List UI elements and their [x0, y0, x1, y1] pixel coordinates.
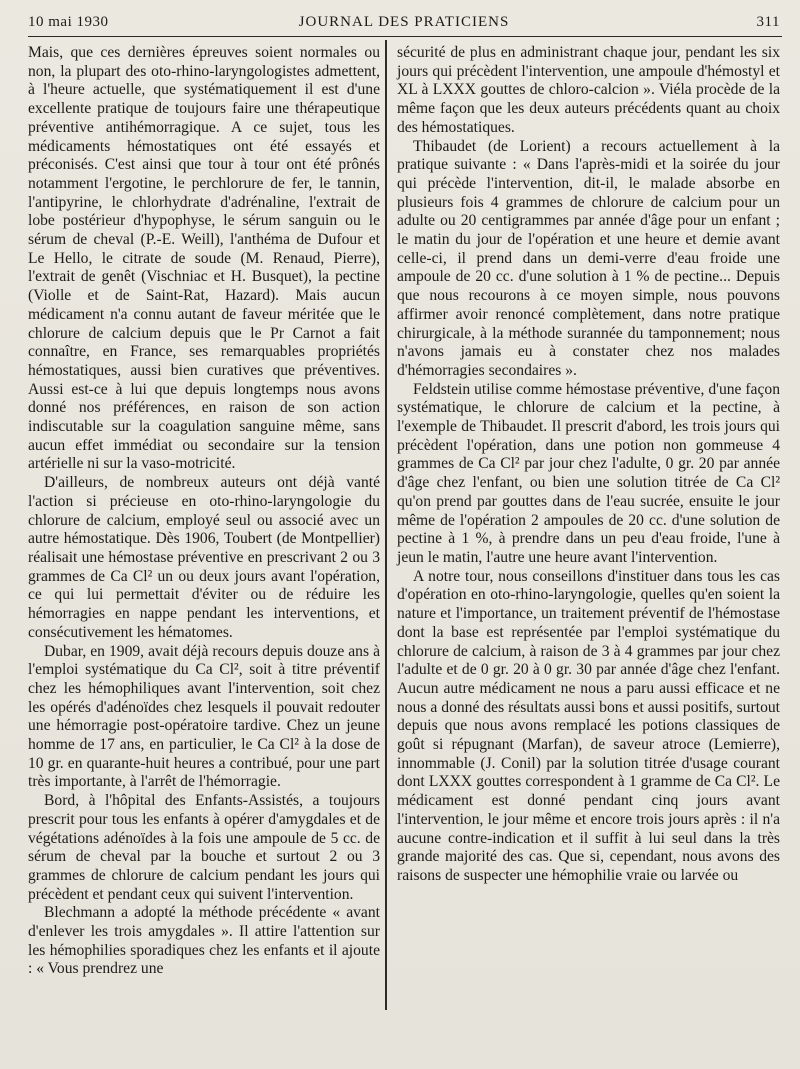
- left-column: [28, 44, 380, 979]
- paragraph: Blechmann a adopté la méthode précédente « avant d'enlever les trois amygdales ». Il attire l'attention sur les hémophilies sporadiques chez les enfants et il ajoute : « Vous prendrez une: [28, 904, 380, 978]
- journal-title: JOURNAL DES PRATICIENS: [298, 14, 510, 30]
- paragraph: A notre tour, nous conseillons d'instituer dans tous les cas d'opération en oto-rhino-laryngologie, quelles qu'en soient la nature et l'importance, un traitement préventif de l'hémostase dont la base est représentée par l'emploi systématique du chlorure de calcium, à raison de 3 à 4 grammes par jour chez l'adulte et de 0 gr. 20 à 0 gr. 30 par année d'âge chez l'enfant. Aucun autre médicament ne nous a paru aussi efficace et ne nous a donné des résultats aussi bons et aussi positifs, surtout depuis que nous avons remplacé les potions classiques de goût si répugnant (Marfan), de saveur atroce (Lemierre), innommable (J. Conil) par la solution titrée d'usage courant dont LXXX gouttes correspondent à 1 gramme de Ca Cl². Le médicament est donné pendant cinq jours avant l'intervention, le jour même et encore trois jours après : il n'a aucune contre-indication et il suffit à lui seul dans la très grande majorité des cas. Que si, cependant, nous avons des raisons de suspecter une hémophilie vraie ou larvée ou: [397, 567, 780, 884]
- page-number: 311: [756, 14, 780, 30]
- paragraph: sécurité de plus en administrant chaque jour, pendant les six jours qui précèdent l'intervention, une ampoule d'hémostyl et XL à LXXX gouttes de chloro-calcion ». Viéla procède de la même façon que les deux auteurs précédents quant au choix des hémostatiques.: [397, 44, 780, 136]
- paragraph: Feldstein utilise comme hémostase préventive, d'une façon systématique, le chlorure de calcium et la pectine, à l'exemple de Thibaudet. Il prescrit d'abord, les trois jours qui précèdent l'opération, dans une potion non gommeuse 4 grammes de Ca Cl² par jour chez l'adulte, 0 gr. 20 par année d'âge chez l'enfant, ou bien une solution titrée de Ca Cl² qu'on prend par gouttes dans de l'eau sucrée, ensuite le jour même de l'opération 2 ampoules de 20 cc. d'une solution de pectine à 1 %, à prendre dans un peu d'eau froide, l'une à jeun le matin, l'autre une heure avant l'intervention.: [397, 380, 780, 566]
- column-divider: [385, 40, 387, 1010]
- issue-date: 10 mai 1930: [28, 14, 109, 30]
- running-header: [28, 14, 780, 36]
- header-rule: [28, 36, 782, 37]
- right-column: [397, 44, 780, 886]
- paragraph: Dubar, en 1909, avait déjà recours depuis douze ans à l'emploi systématique du Ca Cl², soit à titre préventif chez les hémophiliques avant l'intervention, soit chez les opérés d'adénoïdes chez lesquels il pouvait redouter une hémorragie post-opératoire tardive. Chez un jeune homme de 17 ans, en particulier, le Ca Cl² à la dose de 10 gr. en quarante-huit heures a contribué, pour une part très importante, à l'arrêt de l'hémorragie.: [28, 642, 380, 791]
- paragraph: Thibaudet (de Lorient) a recours actuellement à la pratique suivante : « Dans l'après-midi et la soirée du jour qui précède l'intervention, dit-il, le malade absorbe en plusieurs fois 4 grammes de chlorure de calcium pour un adulte ou 20 centigrammes par année d'âge pour un enfant ; le matin du jour de l'opération et une heure et demie avant celle-ci, il prend dans un demi-verre d'eau froide une ampoule de 20 cc. d'une solution à 1 % de pectine... Depuis que nous recourons à ce moyen simple, nous pouvons affirmer avoir renoncé complètement, dans notre pratique chirurgicale, à la méthode surannée du tamponnement; nous n'avons jamais eu à constater chez nos malades d'hémorragies secondaires ».: [397, 137, 780, 379]
- paragraph: Mais, que ces dernières épreuves soient normales ou non, la plupart des oto-rhino-laryngologistes admettent, à l'heure actuelle, que systématiquement il est d'une excellente pratique de toujours faire une thérapeutique préventive antihémorragique. A ce sujet, tous les médicaments hémostatiques ont été essayés et préconisés. C'est ainsi que tour à tour ont été prônés notamment l'ergotine, le perchlorure de fer, le tannin, l'antipyrine, le chlorhydrate d'adrénaline, l'extrait de lobe postérieur d'hypophyse, le sérum sanguin ou le sérum de cheval (P.-E. Weill), l'anthéma de Dufour et Le Hello, le citrate de soude (M. Renaud, Pierre), l'extrait de genêt (Vischniac et H. Busquet), la pectine (Violle et de Saint-Rat, Hazard). Mais aucun médicament n'a connu autant de faveur méritée que le chlorure de calcium depuis que le Pr Carnot a fait connaître, en France, ses remarquables propriétés hémostatiques, aussi bien curatives que préventives. Aussi est-ce à lui que depuis longtemps nous avons donné nos préférences, en raison de son action indiscutable sur la coagulation sanguine même, sans aucun effet immédiat ou secondaire sur la tension artérielle ni sur la vaso-motricité.: [28, 44, 380, 473]
- paragraph: D'ailleurs, de nombreux auteurs ont déjà vanté l'action si précieuse en oto-rhino-laryngologie du chlorure de calcium, employé seul ou associé avec un autre hémostatique. Dès 1906, Toubert (de Montpellier) réalisait une hémostase préventive en prescrivant 2 ou 3 grammes de Ca Cl² un ou deux jours avant l'opération, ce qui lui permettait d'éviter ou de réduire les hémorragies en nappe pendant les interventions, et consécutivement les hématomes.: [28, 474, 380, 641]
- paragraph: Bord, à l'hôpital des Enfants-Assistés, a toujours prescrit pour tous les enfants à opérer d'amygdales et de végétations adénoïdes à la fois une ampoule de 5 cc. de sérum de cheval par la bouche et surtout 2 ou 3 grammes de chlorure de calcium pendant les jours qui précèdent et pendant ceux qui suivent l'intervention.: [28, 792, 380, 903]
